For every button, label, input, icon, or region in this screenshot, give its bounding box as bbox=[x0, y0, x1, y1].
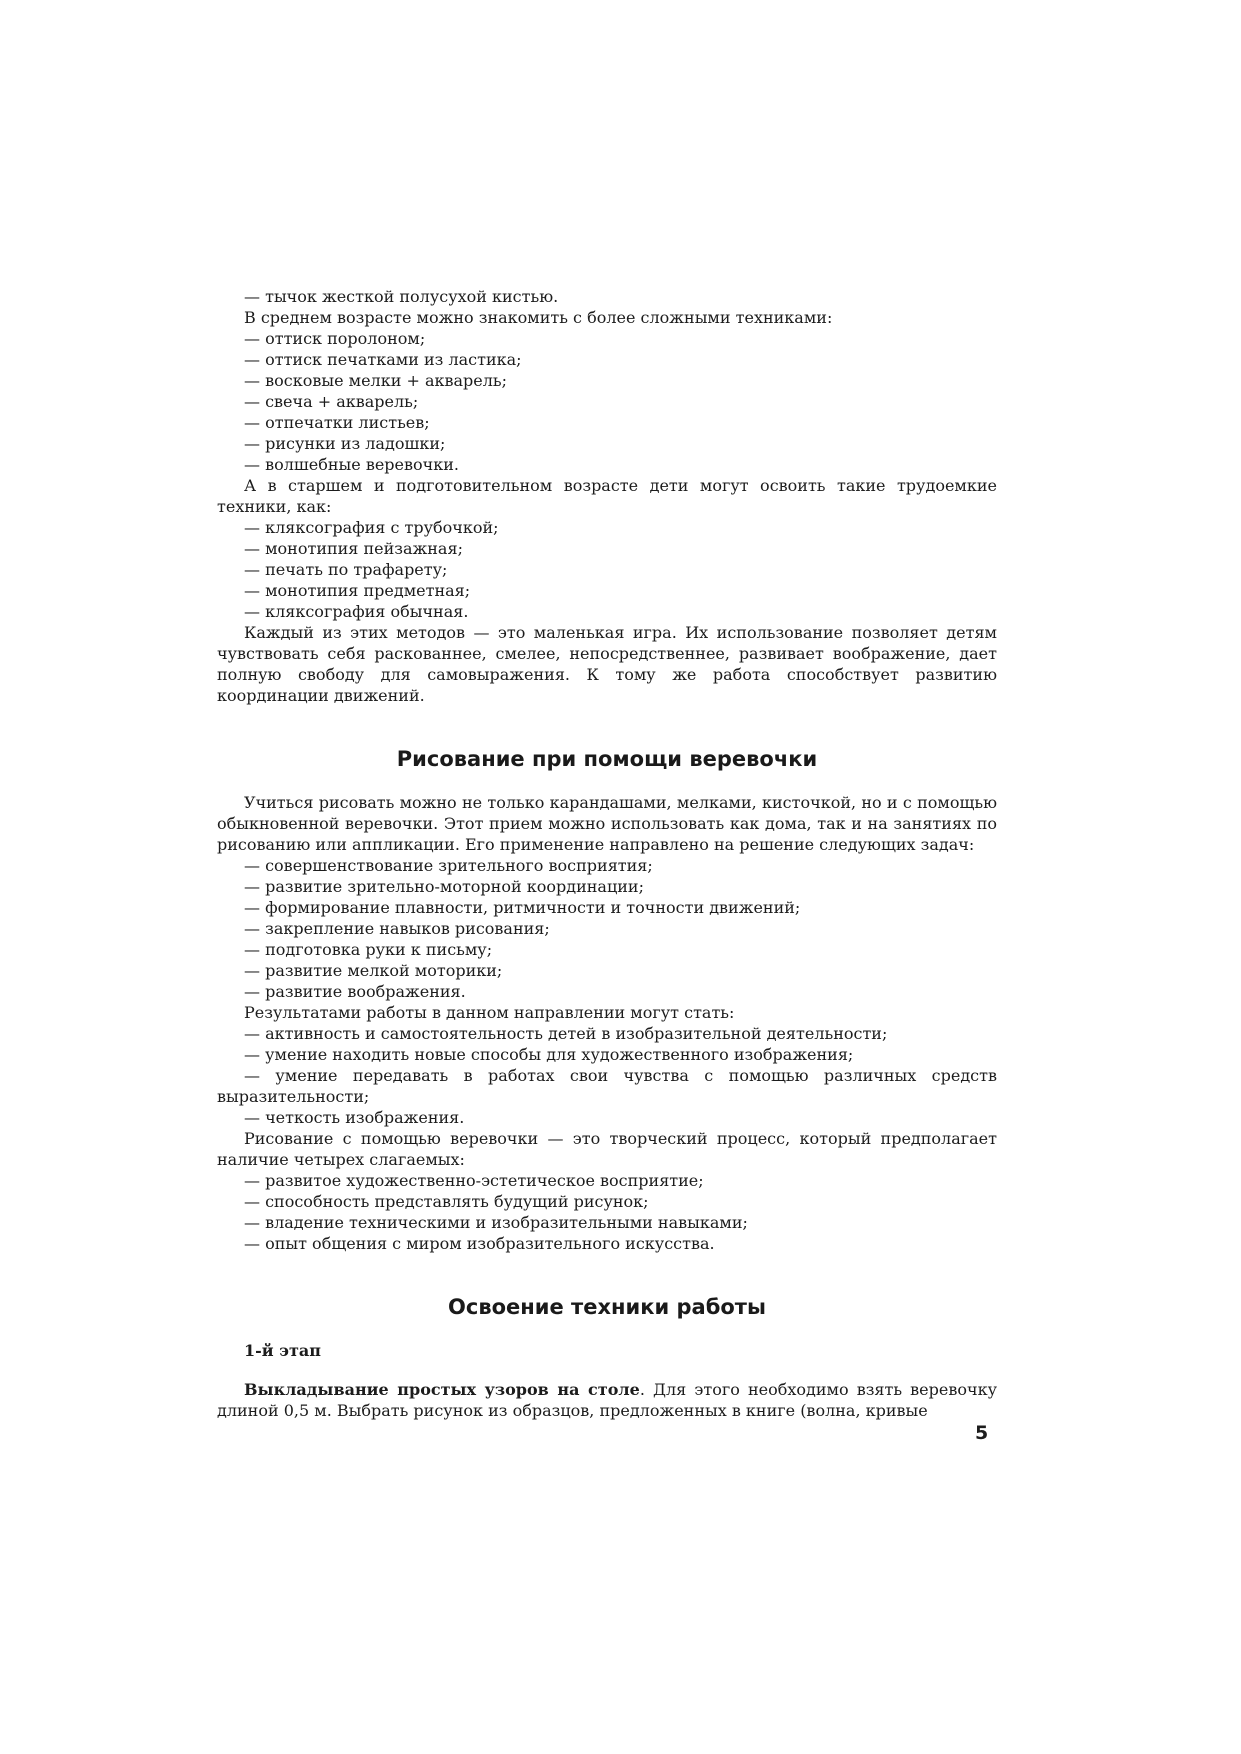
list-senior-age-techniques bbox=[217, 517, 997, 622]
list-middle-age-techniques bbox=[217, 328, 997, 475]
list-item: — свеча + акварель; bbox=[244, 392, 419, 411]
list-item: — восковые мелки + акварель; bbox=[244, 371, 507, 390]
paragraph-middle-age: В среднем возрасте можно знакомить с более сложными техниками: bbox=[244, 308, 833, 327]
list-item: — монотипия предметная; bbox=[244, 581, 471, 600]
paragraph-results-intro: Результатами работы в данном направлении могут стать: bbox=[244, 1003, 735, 1022]
list-item: — активность и самостоятельность детей в изобразительной деятельности; bbox=[244, 1024, 888, 1043]
list-item: — владение техническими и изобразительными навыками; bbox=[244, 1213, 748, 1232]
list-tasks bbox=[217, 855, 997, 1002]
list-item: — формирование плавности, ритмичности и точности движений; bbox=[244, 898, 801, 917]
list-item: — кляксография обычная. bbox=[244, 602, 469, 621]
list-components bbox=[217, 1170, 997, 1254]
list-item: — опыт общения с миром изобразительного искусства. bbox=[244, 1234, 715, 1253]
list-item: — печать по трафарету; bbox=[244, 560, 448, 579]
list-results bbox=[217, 1023, 997, 1128]
list-item: — оттиск поролоном; bbox=[244, 329, 426, 348]
list-item: — тычок жесткой полусухой кистью. bbox=[244, 287, 559, 306]
list-item: — подготовка руки к письму; bbox=[244, 940, 493, 959]
paragraph-components-intro: Рисование с помощью веревочки — это творческий процесс, который предполагает наличие четырех слагаемых: bbox=[217, 1129, 997, 1169]
page-number: 5 bbox=[975, 1422, 989, 1444]
list-item: — развитие зрительно-моторной координации; bbox=[244, 877, 644, 896]
list-item: — оттиск печатками из ластика; bbox=[244, 350, 522, 369]
list-item: — умение передавать в работах свои чувства с помощью различных средств выразительности; bbox=[217, 1066, 997, 1106]
list-item: — отпечатки листьев; bbox=[244, 413, 430, 432]
paragraph-stage1 bbox=[217, 1379, 997, 1421]
stage-label: 1-й этап bbox=[244, 1341, 321, 1360]
list-item: — развитое художественно-эстетическое восприятие; bbox=[244, 1171, 704, 1190]
list-item: — рисунки из ладошки; bbox=[244, 434, 446, 453]
paragraph-senior-age: А в старшем и подготовительном возрасте дети могут освоить такие трудоемкие техники, как: bbox=[217, 476, 997, 516]
list-item: — закрепление навыков рисования; bbox=[244, 919, 550, 938]
list-item: — умение находить новые способы для художественного изображения; bbox=[244, 1045, 854, 1064]
stage1-lead-bold: Выкладывание простых узоров на столе bbox=[244, 1380, 640, 1399]
list-item: — развитие мелкой моторики; bbox=[244, 961, 503, 980]
list-item: — совершенствование зрительного восприятия; bbox=[244, 856, 653, 875]
paragraph-summary: Каждый из этих методов — это маленькая игра. Их использование позволяет детям чувствовать себя раскованнее, смелее, непосредственнее, развивает воображение, дает полную свободу для самовыражения. К тому же работа способствует развитию координации движений. bbox=[217, 623, 997, 705]
section-heading-technique: Освоение техники работы bbox=[448, 1295, 766, 1319]
page-content bbox=[217, 286, 997, 1421]
paragraph-string-intro: Учиться рисовать можно не только карандашами, мелками, кисточкой, но и с помощью обыкновенной веревочки. Этот прием можно использовать как дома, так и на занятиях по рисованию или аппликации. Его применение направлено на решение следующих задач: bbox=[217, 793, 997, 854]
stage1-lead-text: . Для этого необходимо взять веревочку длиной 0,5 м. Выбрать рисунок из образцов, предложенных в книге (волна, кривые bbox=[217, 1380, 997, 1420]
section-heading-string-drawing: Рисование при помощи веревочки bbox=[396, 747, 818, 771]
list-item: — волшебные веревочки. bbox=[244, 455, 459, 474]
list-item: — способность представлять будущий рисунок; bbox=[244, 1192, 649, 1211]
list-item: — кляксография с трубочкой; bbox=[244, 518, 499, 537]
list-technique-poke bbox=[217, 286, 997, 307]
list-item: — монотипия пейзажная; bbox=[244, 539, 463, 558]
list-item: — развитие воображения. bbox=[244, 982, 466, 1001]
list-item: — четкость изображения. bbox=[244, 1108, 465, 1127]
